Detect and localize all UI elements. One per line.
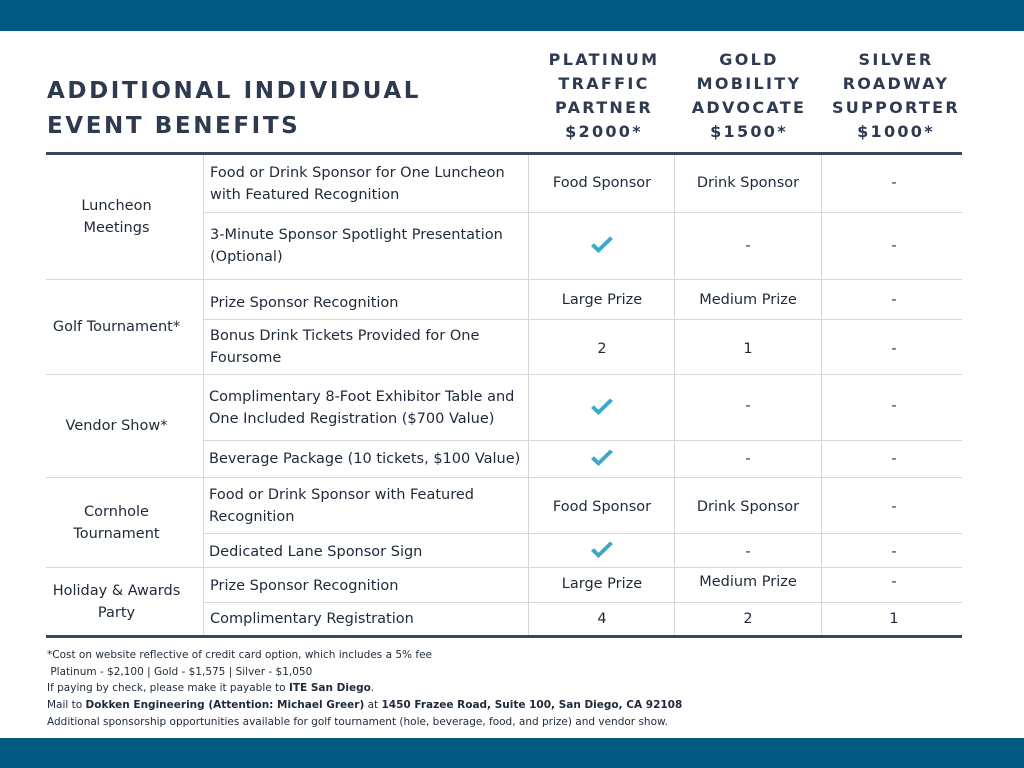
payee: ITE San Diego [288,682,371,695]
gold-cell: 1 [743,340,753,357]
platinum-cell [529,441,675,477]
silver-cell: - [891,398,897,414]
page-title [47,74,421,144]
footnote-check [47,680,682,697]
gold-cell: - [745,543,751,560]
gold-cell: Medium Prize [699,291,797,308]
platinum-cell: Food Sponsor [552,498,652,515]
category-golf-tournament: Golf Tournament* [52,319,181,335]
benefit-cell: 3-Minute Sponsor Spotlight Presentation (Optional) [210,227,503,265]
tier-name-line: PARTNER [555,98,653,117]
silver-cell: - [891,238,897,254]
platinum-cell: 2 [597,340,607,357]
category-holiday-awards-party: Holiday & Awards Party [52,582,181,621]
benefit-cell: Food or Drink Sponsor for One Luncheon with Featured Recognition [210,164,505,203]
checkmark-icon [589,236,615,256]
platinum-cell [529,213,675,279]
silver-cell: - [891,543,897,560]
tier-name-line: PLATINUM [548,50,660,69]
tier-gold-header [674,48,824,144]
gold-cell: Drink Sponsor [696,498,800,515]
title-line-2: EVENT BENEFITS [47,113,301,139]
silver-cell: - [891,574,897,590]
gold-cell: - [745,238,751,254]
tier-name-line: MOBILITY [696,74,802,93]
tier-price: $1000* [857,122,935,141]
footnote-additional: Additional sponsorship opportunities available for golf tournament (hole, beverage, food, and prize) and vendor show. [47,715,668,728]
benefit-cell: Dedicated Lane Sponsor Sign [209,543,423,560]
mail-address: 1450 Frazee Road, Suite 100, San Diego, CA 92108 [381,699,683,712]
platinum-cell: Large Prize [561,575,643,592]
silver-cell: - [891,174,897,191]
tier-name-line: ROADWAY [842,74,950,93]
tier-platinum-header [529,48,679,144]
benefit-cell: Bonus Drink Tickets Provided for One Foursome [210,328,480,366]
tier-name-line: TRAFFIC [558,74,650,93]
silver-cell: - [891,451,897,467]
checkmark-icon [589,398,615,418]
top-band [0,0,1024,31]
footnote-mail [47,697,682,714]
benefit-cell: Complimentary Registration [210,611,414,627]
tier-name-line: ADVOCATE [691,98,807,117]
checkmark-icon [589,541,615,561]
tier-price: $1500* [710,122,788,141]
gold-cell: - [745,451,751,467]
benefit-cell: Prize Sponsor Recognition [210,294,399,311]
platinum-cell [529,534,675,567]
mail-recipient: Dokken Engineering (Attention: Michael Greer) [85,699,365,712]
tier-name-line: GOLD [719,50,779,69]
platinum-cell: Food Sponsor [552,174,652,191]
category-vendor-show: Vendor Show* [65,418,168,434]
table-bottom-rule [46,635,962,638]
benefit-cell: Complimentary 8-Foot Exhibitor Table and One Included Registration ($700 Value) [209,388,515,427]
silver-cell: - [891,340,897,357]
gold-cell: Medium Prize [699,574,797,590]
title-line-1: ADDITIONAL INDIVIDUAL [47,78,421,104]
tier-name-line: SILVER [858,50,934,69]
grid-line [203,155,204,635]
footnote-text: If paying by check, please make it payable to [47,682,289,695]
footnotes [47,647,682,731]
benefit-cell: Beverage Package (10 tickets, $100 Value) [209,451,521,467]
bottom-band [0,738,1024,768]
gold-cell: 2 [743,611,753,627]
silver-cell: - [891,498,897,515]
platinum-cell [529,375,675,440]
checkmark-icon [589,449,615,469]
footnote-text: Mail to [47,699,86,712]
tier-silver-header [821,48,971,144]
platinum-cell: Large Prize [561,291,643,308]
category-cornhole-tournament: Cornhole Tournament [73,503,160,542]
silver-cell: 1 [889,611,899,627]
benefit-cell: Food or Drink Sponsor with Featured Recognition [209,486,475,525]
silver-cell: - [891,291,897,308]
footnote-text: at [364,699,382,712]
tier-price: $2000* [565,122,643,141]
benefit-cell: Prize Sponsor Recognition [210,578,399,594]
gold-cell: - [745,398,751,414]
tier-name-line: SUPPORTER [831,98,961,117]
platinum-cell: 4 [597,611,607,627]
category-luncheon-meetings: Luncheon Meetings [81,198,152,236]
footnote-prices: Platinum - $2,100 | Gold - $1,575 | Silver - $1,050 [47,665,313,678]
footnote-text: . [370,682,375,695]
footnote-fee: *Cost on website reflective of credit card option, which includes a 5% fee [47,649,432,661]
gold-cell: Drink Sponsor [696,174,800,191]
